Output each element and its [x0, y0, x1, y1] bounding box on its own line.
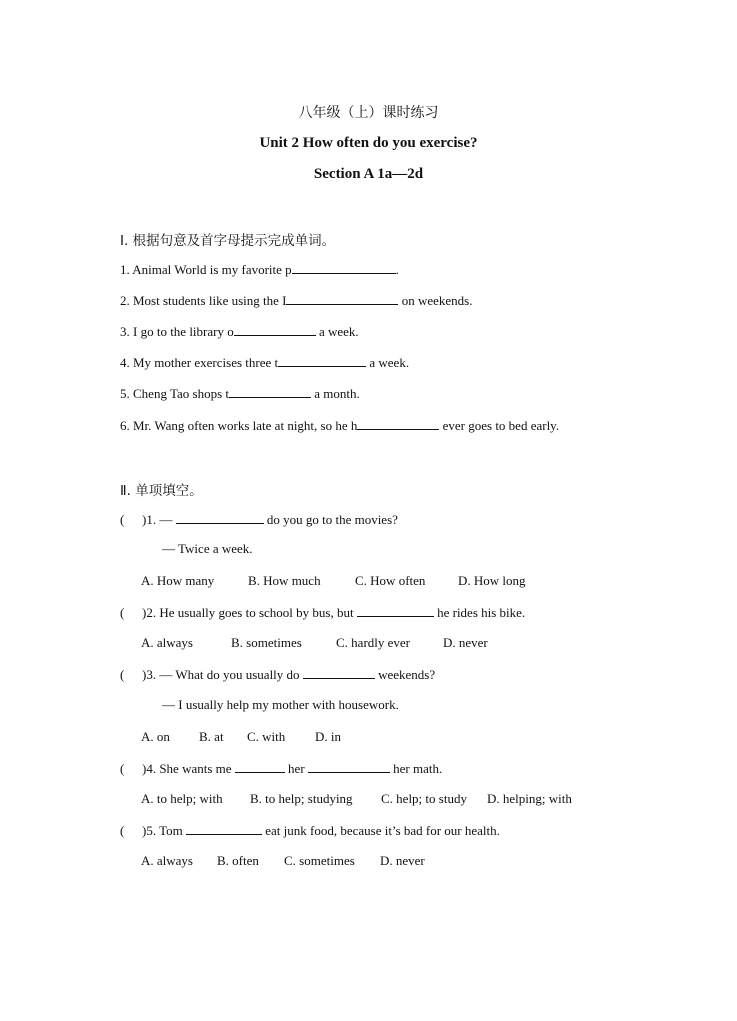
question-text: do you go to the movies? [263, 512, 398, 527]
option-b[interactable]: B. to help; studying [250, 791, 353, 806]
option-d[interactable]: D. never [443, 635, 488, 650]
page-title-cn: 八年级（上）课时练习 [298, 105, 439, 121]
answer-blank[interactable] [229, 385, 311, 398]
option-b[interactable]: B. at [199, 729, 224, 744]
fill-item-text: 2. Most students like using the I [120, 293, 287, 308]
answer-blank[interactable] [286, 292, 398, 305]
answer-paren[interactable]: ( [120, 667, 125, 682]
answer-paren[interactable]: ( [120, 605, 125, 620]
fill-item-1 [120, 261, 399, 278]
fill-item-text: 1. Animal World is my favorite p [120, 262, 292, 277]
question-text: )3. — What do you usually do [142, 667, 303, 682]
answer-blank[interactable] [234, 323, 316, 336]
answer-paren[interactable]: ( [120, 761, 125, 776]
fill-item-text: a week. [366, 355, 410, 370]
option-d[interactable]: D. never [380, 853, 425, 868]
answer-blank[interactable] [357, 417, 439, 430]
section-title: Section A 1a—2d [313, 166, 424, 182]
options-row [141, 791, 572, 807]
options-row [141, 729, 341, 745]
answer-blank[interactable] [292, 261, 396, 274]
answer-paren[interactable]: ( [120, 823, 125, 838]
question-text: eat junk food, because it’s bad for our health. [262, 823, 500, 838]
option-d[interactable]: D. helping; with [487, 791, 572, 806]
answer-blank [357, 604, 434, 617]
option-a[interactable]: A. on [141, 729, 170, 744]
mc-question-5 [120, 822, 500, 839]
fill-item-text: ever goes to bed early. [439, 418, 560, 433]
option-b[interactable]: B. sometimes [231, 635, 302, 650]
answer-blank [303, 666, 375, 679]
option-c[interactable]: C. with [247, 729, 286, 744]
answer-blank[interactable] [278, 354, 366, 367]
option-a[interactable]: A. to help; with [141, 791, 223, 806]
question-text: )4. She wants me [142, 761, 235, 776]
part2-heading: Ⅱ. 单项填空。 [120, 483, 203, 499]
question-text: her [284, 761, 308, 776]
question-reply: — Twice a week. [162, 541, 253, 556]
question-text: )5. Tom [142, 823, 186, 838]
part1-heading: Ⅰ. 根据句意及首字母提示完成单词。 [120, 233, 336, 249]
answer-blank [186, 822, 262, 835]
fill-item-text: 5. Cheng Tao shops t [120, 386, 229, 401]
option-b[interactable]: B. How much [248, 573, 321, 588]
mc-question-1 [120, 511, 398, 528]
question-text: )1. — [142, 512, 176, 527]
options-row [141, 853, 425, 869]
fill-item-text: 4. My mother exercises three t [120, 355, 279, 370]
mc-question-2 [120, 604, 525, 621]
answer-blank [235, 760, 285, 773]
fill-item-text: on weekends. [398, 293, 473, 308]
fill-item-6 [120, 417, 559, 434]
answer-blank [308, 760, 390, 773]
option-a[interactable]: A. always [141, 635, 193, 650]
option-b[interactable]: B. often [217, 853, 259, 868]
option-c[interactable]: C. help; to study [381, 791, 467, 806]
question-reply: — I usually help my mother with housework. [162, 697, 399, 712]
mc-question-4 [120, 760, 442, 777]
fill-item-5 [120, 385, 360, 402]
fill-item-text: a week. [315, 324, 359, 339]
option-c[interactable]: C. hardly ever [336, 635, 411, 650]
option-a[interactable]: A. How many [141, 573, 215, 588]
option-a[interactable]: A. always [141, 853, 193, 868]
fill-item-2 [120, 292, 472, 309]
answer-paren[interactable]: ( [120, 512, 125, 527]
answer-blank [176, 511, 264, 524]
question-text: her math. [389, 761, 443, 776]
option-d[interactable]: D. How long [458, 573, 526, 588]
mc-question-3 [120, 666, 435, 683]
fill-item-text: . [395, 262, 399, 277]
question-text: he rides his bike. [433, 605, 526, 620]
options-row [141, 573, 526, 589]
fill-item-text: a month. [311, 386, 360, 401]
fill-item-3 [120, 323, 359, 340]
fill-item-4 [120, 354, 409, 371]
fill-item-text: 3. I go to the library o [120, 324, 234, 339]
fill-item-text: 6. Mr. Wang often works late at night, so he h [120, 418, 358, 433]
option-d[interactable]: D. in [315, 729, 341, 744]
option-c[interactable]: C. How often [355, 573, 426, 588]
question-text: )2. He usually goes to school by bus, but [142, 605, 357, 620]
option-c[interactable]: C. sometimes [284, 853, 355, 868]
options-row [141, 635, 488, 651]
unit-title: Unit 2 How often do you exercise? [259, 135, 478, 151]
question-text: weekends? [374, 667, 436, 682]
